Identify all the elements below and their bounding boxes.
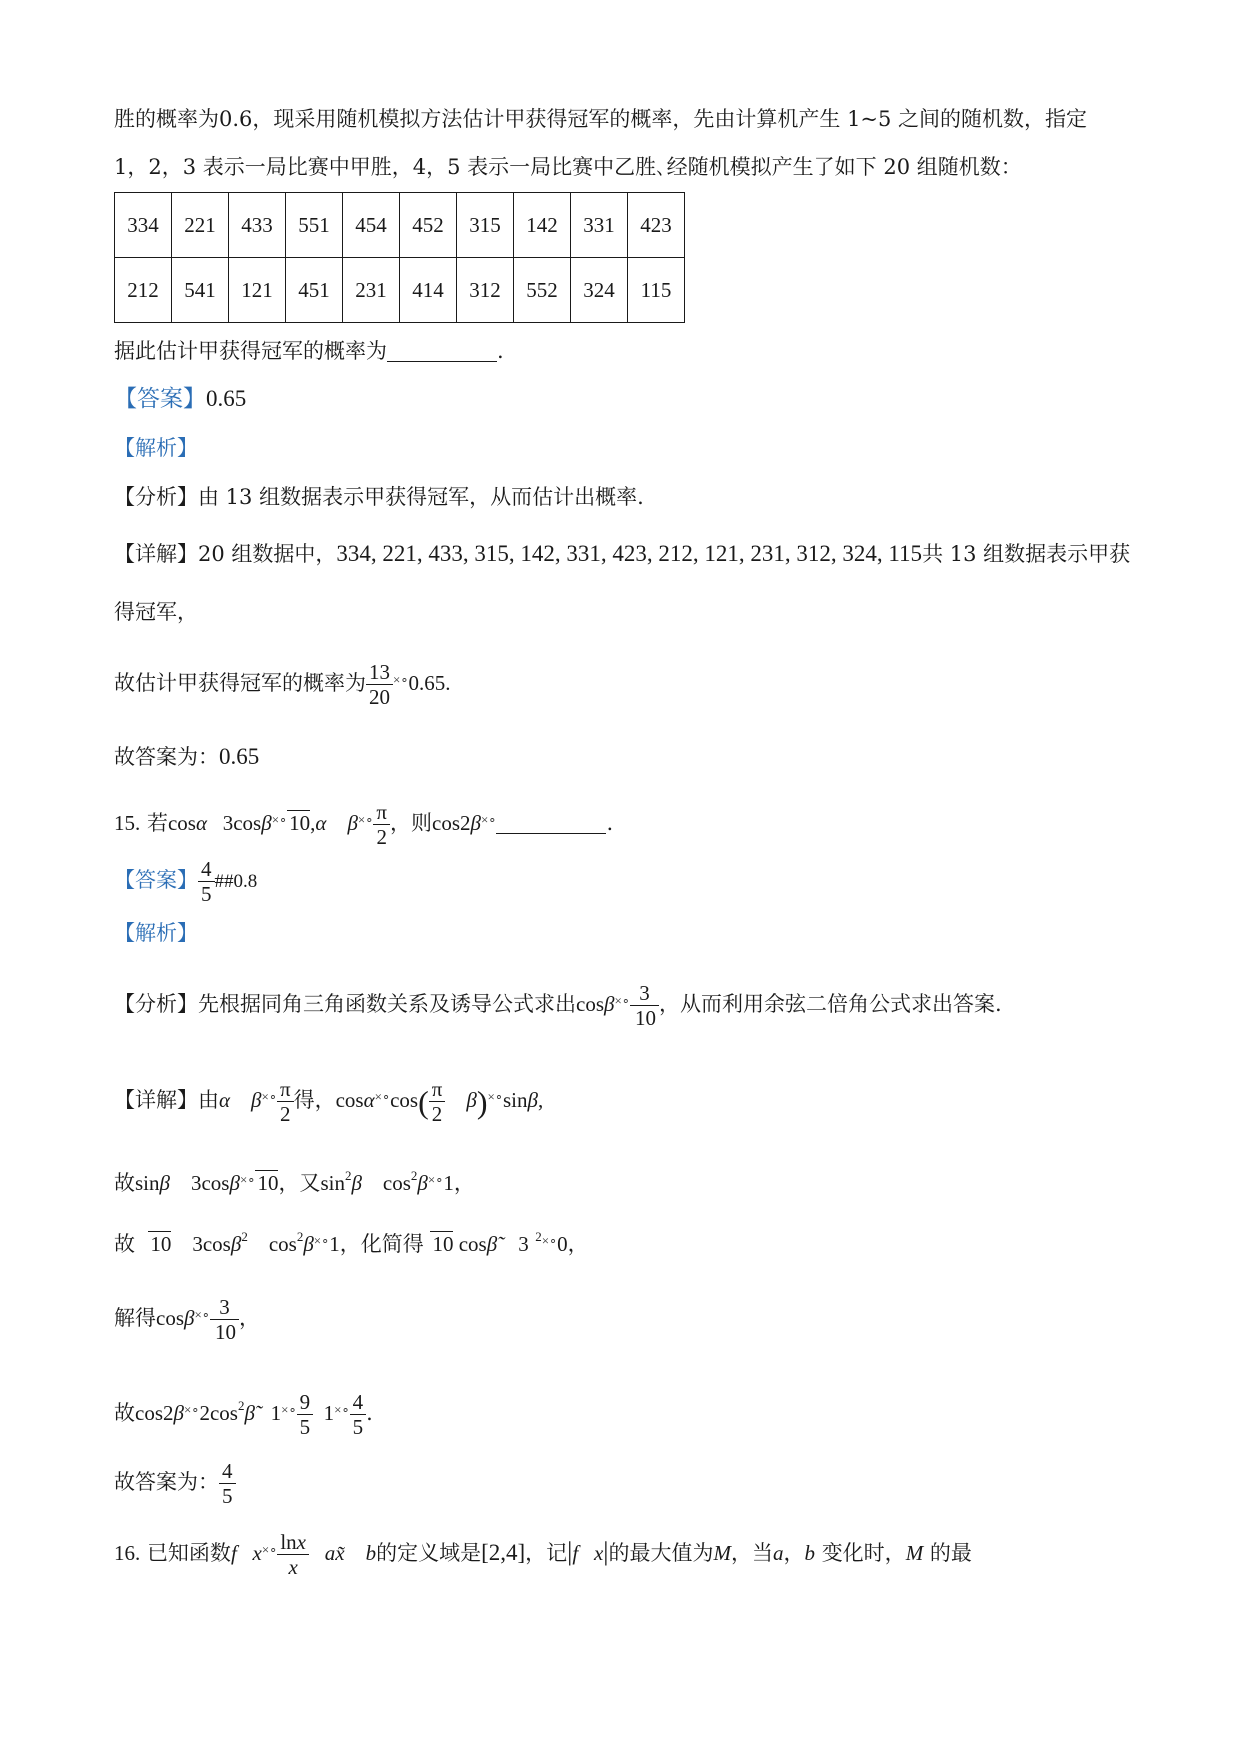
question-text: 若 bbox=[146, 811, 168, 835]
q15-jiexi-tag: 【解析】 bbox=[114, 921, 198, 945]
q15-fenxi: 【分析】先根据同角三角函数关系及诱导公式求出cosβ×∘ $\frac{3}{10}$ ，从而利用余弦二倍角公式求出答案. bbox=[114, 981, 1002, 1030]
q15-answer bbox=[114, 850, 257, 912]
xiangjie-text: 共 13 组数据表示甲获 bbox=[922, 542, 1131, 566]
fraction: $\frac{13}{20}$ bbox=[366, 660, 393, 709]
q14-jiexi-tag: 【解析】 bbox=[114, 436, 198, 460]
fenxi-text: 由 13 组数据表示甲获得冠军，从而估计出概率. bbox=[198, 485, 644, 509]
final-value: 0.65 bbox=[219, 744, 260, 769]
table-cell: 221 bbox=[172, 193, 229, 258]
final-fraction: $\frac{4}{5}$ bbox=[219, 1459, 236, 1508]
answer-value: 0.65 bbox=[206, 386, 247, 411]
table-cell: 551 bbox=[286, 193, 343, 258]
q14-xiangjie bbox=[114, 539, 1130, 569]
fenxi-text: 先根据同角三角函数关系及诱导公式求出 bbox=[198, 992, 576, 1016]
table-row bbox=[115, 193, 685, 258]
q14-estimate: 故估计甲获得冠军的概率为 $\frac{13}{20}$ ×∘0.65. bbox=[114, 660, 451, 709]
xiangjie-numbers: 334, 221, 433, 315, 142, 331, 423, 212, 121, 231, 312, 324, 115 bbox=[336, 541, 923, 566]
fenxi-tag: 【分析】 bbox=[114, 992, 198, 1016]
table-cell: 331 bbox=[571, 193, 628, 258]
q14-final bbox=[114, 742, 259, 772]
table-cell: 212 bbox=[115, 258, 172, 323]
xiangjie-tag: 【详解】 bbox=[114, 542, 198, 566]
table-cell: 324 bbox=[571, 258, 628, 323]
table-cell: 433 bbox=[229, 193, 286, 258]
question-number: 16. bbox=[114, 1541, 141, 1565]
q15-step-1: 故sinβ 3cosβ×∘10，又$\sin^2\beta$ $\cos^2\beta^{\times\circ}1$， bbox=[114, 1168, 475, 1195]
table-cell: 334 bbox=[115, 193, 172, 258]
table-cell: 452 bbox=[400, 193, 457, 258]
q14-answer bbox=[114, 384, 246, 414]
q15-step-3: 解得cosβ×∘ $\frac{3}{10}$ ， bbox=[114, 1295, 260, 1344]
question-number: 15. bbox=[114, 811, 141, 835]
table-cell: 414 bbox=[400, 258, 457, 323]
fenxi-tag: 【分析】 bbox=[114, 485, 198, 509]
table-cell: 423 bbox=[628, 193, 685, 258]
answer-blank bbox=[496, 811, 606, 834]
table-cell: 142 bbox=[514, 193, 571, 258]
table-cell: 312 bbox=[457, 258, 514, 323]
table-row bbox=[115, 258, 685, 323]
q14-fenxi bbox=[114, 482, 644, 512]
q14-xiangjie-cont: 得冠军， bbox=[114, 600, 198, 624]
final-text: 故答案为： bbox=[114, 745, 219, 769]
answer-alt: ##0.8 bbox=[214, 871, 258, 892]
q14-prompt-text: 据此估计甲获得冠军的概率为 bbox=[114, 339, 387, 363]
xiangjie-tag: 【详解】 bbox=[114, 1088, 198, 1112]
estimate-text: 故估计甲获得冠军的概率为 bbox=[114, 671, 366, 695]
answer-tag: 【答案】 bbox=[114, 386, 206, 412]
table-cell: 121 bbox=[229, 258, 286, 323]
table-cell: 115 bbox=[628, 258, 685, 323]
answer-tag: 【答案】 bbox=[114, 868, 198, 892]
q15-step-2: 故 10 3cosβ$^2$ $\cos^2\beta^{\times\circ}1$，化简得 10 cosβ̃ 3 $^{2\times\circ}$0， bbox=[114, 1229, 589, 1256]
answer-blank bbox=[387, 339, 497, 362]
q15-step-4: 故$\cos 2\beta^{\times\circ}2\cos^2\betã$ 1×∘ $\frac{9}{5}$ 1×∘ $\frac{4}{5}$ . bbox=[114, 1390, 373, 1439]
estimate-value: 0.65. bbox=[408, 671, 451, 695]
xiangjie-text: 20 组数据中， bbox=[198, 542, 337, 566]
answer-fraction: $\frac{4}{5}$ bbox=[198, 857, 215, 906]
random-number-table bbox=[114, 192, 685, 323]
intro-line-2: 1，2，3 表示一局比赛中甲胜，4，5 表示一局比赛中乙胜､经随机模拟产生了如下 20 组随机数： bbox=[114, 155, 1022, 179]
q15-xiangjie: 【详解】由α β×∘ $\frac{\pi}{2}$ 得，cosα×∘cos( $\frac{\pi}{2}$ β)×∘sinβ, bbox=[114, 1077, 544, 1126]
q15-question: 15. 若cosα​ 3cosβ×∘10,α β×∘ $\frac{\pi}{2}$ ，则cos2β×∘ . bbox=[114, 800, 614, 849]
table-cell: 454 bbox=[343, 193, 400, 258]
table-cell: 231 bbox=[343, 258, 400, 323]
q14-prompt: 据此估计甲获得冠军的概率为 . bbox=[114, 339, 504, 363]
q15-final: 故答案为： $\frac{4}{5}$ bbox=[114, 1452, 236, 1512]
table-cell: 541 bbox=[172, 258, 229, 323]
intro-line-1: 胜的概率为0.6，现采用随机模拟方法估计甲获得冠军的概率，先由计算机产生 1~5 之间的随机数，指定 bbox=[114, 107, 1088, 131]
q16-question: 16. 已知函数f x×∘ $\frac{\ln x}{x}$ ax̃ b的定义域是[2,4]，记|f x|的最大值为M，当a，b 变化时，M 的最 bbox=[114, 1530, 972, 1579]
table-cell: 451 bbox=[286, 258, 343, 323]
table-cell: 552 bbox=[514, 258, 571, 323]
table-cell: 315 bbox=[457, 193, 514, 258]
fenxi-text: ，从而利用余弦二倍角公式求出答案. bbox=[658, 992, 1002, 1016]
